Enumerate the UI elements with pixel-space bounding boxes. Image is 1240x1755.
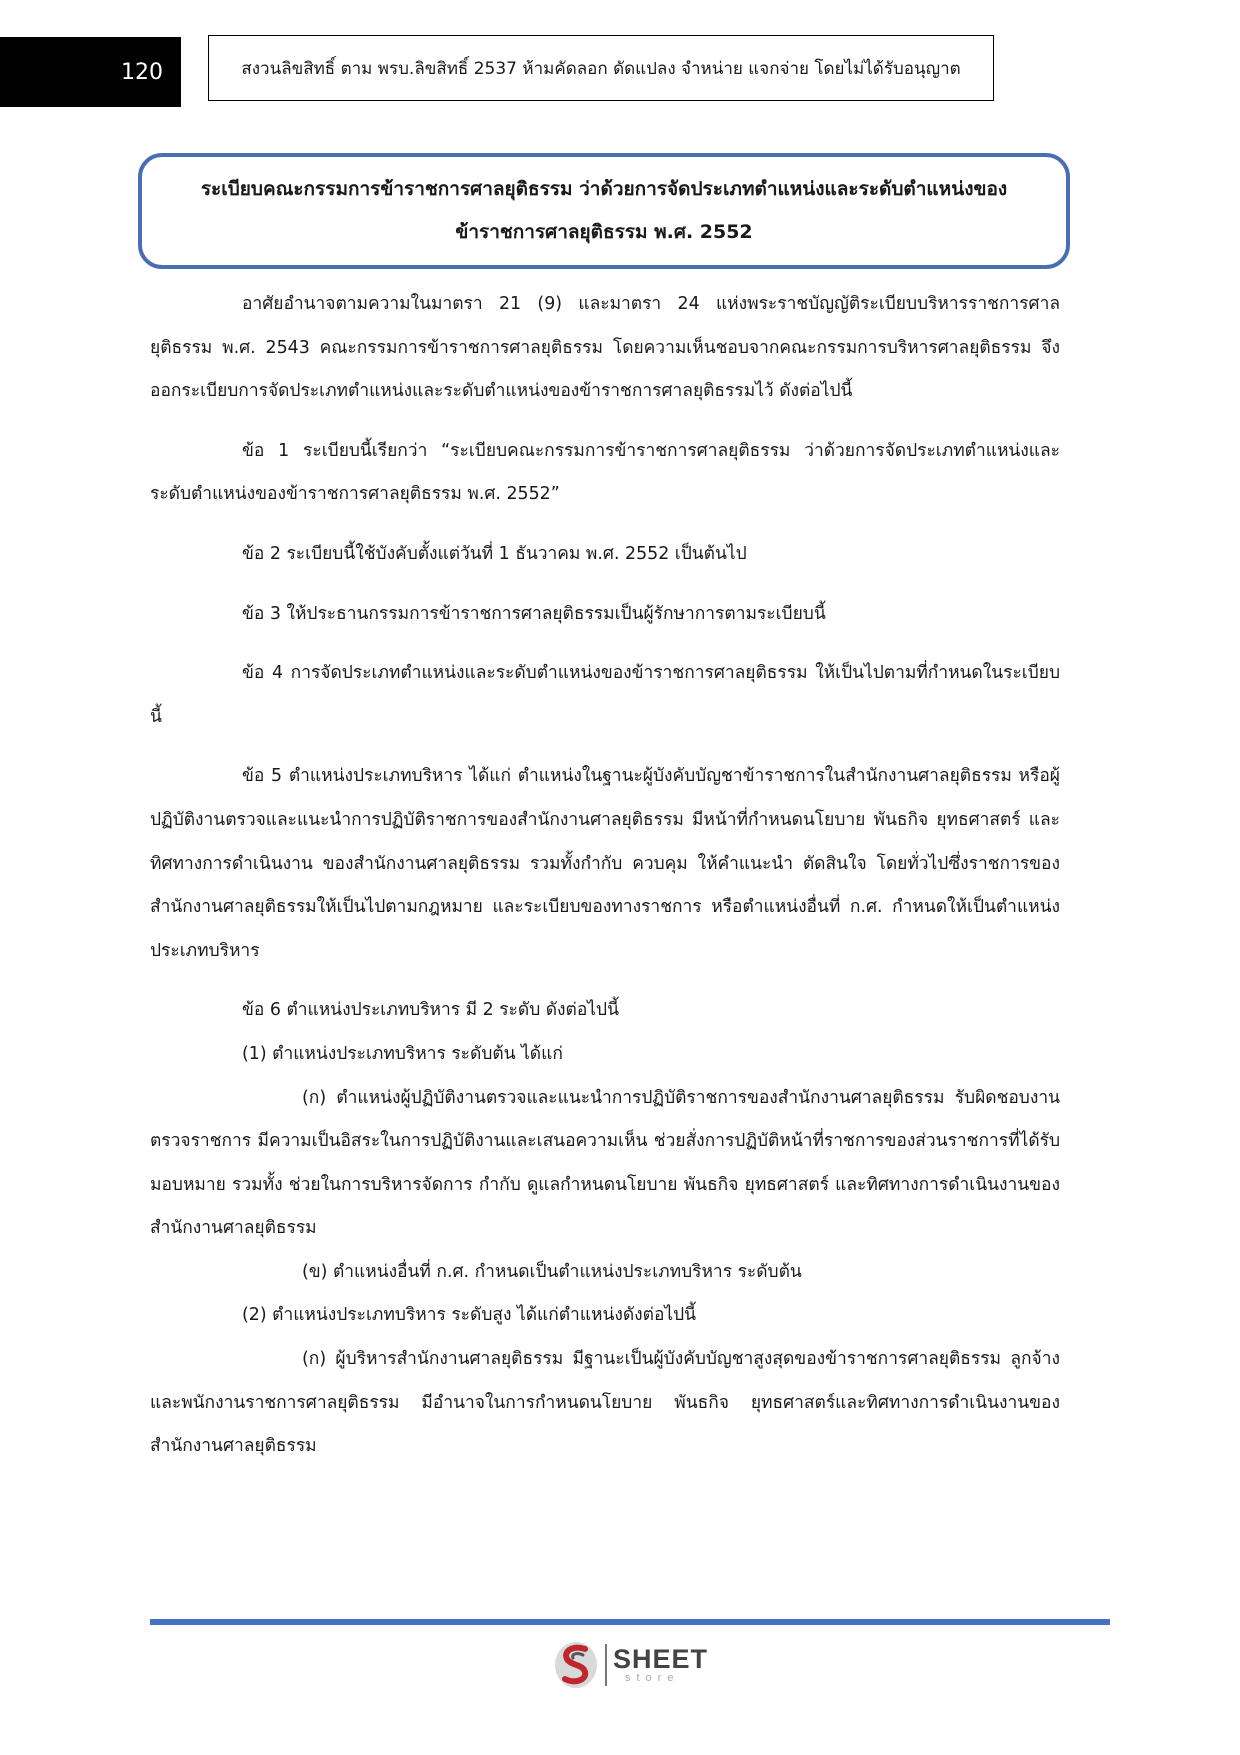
logo-sub-text: store (625, 1672, 680, 1684)
level-2-heading: (2) ตำแหน่งประเภทบริหาร ระดับสูง ได้แก่ตำแหน่งดังต่อไปนี้ (242, 1305, 697, 1326)
clause-3: ข้อ 3 ให้ประธานกรรมการข้าราชการศาลยุติธรรมเป็นผู้รักษาการตามระเบียบนี้ (242, 603, 826, 624)
preamble-paragraph: อาศัยอำนาจตามความในมาตรา 21 (9) และมาตรา 24 แห่งพระราชบัญญัติระเบียบบริหารราชการศาลยุติธรรม พ.ศ. 2543 คณะกรรมการข้าราชการศาลยุติธรรม โดยความเห็นชอบจากคณะกรรมการบริหารศาลยุติธรรม จึงออกระเบียบการจัดประเภทตำแหน่งและระดับตำแหน่งของข้าราชการศาลยุติธรรมไว้ ดังต่อไปนี้ (150, 294, 1060, 402)
logo-divider (605, 1644, 607, 1686)
title-line-1: ระเบียบคณะกรรมการข้าราชการศาลยุติธรรม ว่าด้วยการจัดประเภทตำแหน่งและระดับตำแหน่งของ (200, 178, 1008, 200)
clause-6: ข้อ 6 ตำแหน่งประเภทบริหาร มี 2 ระดับ ดังต่อไปนี้ (242, 1000, 619, 1021)
level-1-item-b: (ข) ตำแหน่งอื่นที่ ก.ศ. กำหนดเป็นตำแหน่งประเภทบริหาร ระดับต้น (302, 1261, 802, 1282)
title-line-2: ข้าราชการศาลยุติธรรม พ.ศ. 2552 (455, 221, 753, 243)
document-title (138, 153, 1070, 269)
logo-main-text: SHEET (613, 1644, 709, 1674)
copyright-text: สงวนลิขสิทธิ์ ตาม พรบ.ลิขสิทธิ์ 2537 ห้ามคัดลอก ดัดแปลง จำหน่าย แจกจ่าย โดยไม่ได้รับอนุญาต (241, 58, 961, 79)
level-2-item-a: (ก) ผู้บริหารสำนักงานศาลยุติธรรม มีฐานะเป็นผู้บังคับบัญชาสูงสุดของข้าราชการศาลยุติธรรม ลูกจ้าง และพนักงานราชการศาลยุติธรรม มีอำนาจในการกำหนดนโยบาย พันธกิจ ยุทธศาสตร์และทิศทางการดำเนินงานของสำนักงานศาลยุติธรรม (150, 1349, 1060, 1457)
clause-5: ข้อ 5 ตำแหน่งประเภทบริหาร ได้แก่ ตำแหน่งในฐานะผู้บังคับบัญชาข้าราชการในสำนักงานศาลยุติธรรม หรือผู้ปฏิบัติงานตรวจและแนะนำการปฏิบัติราชการของสำนักงานศาลยุติธรรม มีหน้าที่กำหนดนโยบาย พันธกิจ ยุทธศาสตร์ และทิศทางการดำเนินงาน ของสำนักงานศาลยุติธรรม รวมทั้งกำกับ ควบคุม ให้คำแนะนำ ตัดสินใจ โดยทั่วไปซึ่งราชการของสำนักงานศาลยุติธรรมให้เป็นไปตามกฎหมาย และระเบียบของทางราชการ หรือตำแหน่งอื่นที่ ก.ศ. กำหนดให้เป็นตำแหน่งประเภทบริหาร (150, 766, 1060, 961)
sheet-store-logo (553, 1637, 708, 1693)
clause-2: ข้อ 2 ระเบียบนี้ใช้บังคับตั้งแต่วันที่ 1 ธันวาคม พ.ศ. 2552 เป็นต้นไป (242, 543, 747, 564)
clause-4: ข้อ 4 การจัดประเภทตำแหน่งและระดับตำแหน่งของข้าราชการศาลยุติธรรม ให้เป็นไปตามที่กำหนดในระเบียบนี้ (150, 663, 1060, 727)
page-number (0, 37, 181, 107)
copyright-notice (208, 35, 994, 101)
clause-1: ข้อ 1 ระเบียบนี้เรียกว่า “ระเบียบคณะกรรมการข้าราชการศาลยุติธรรม ว่าด้วยการจัดประเภทตำแหน่งและระดับตำแหน่งของข้าราชการศาลยุติธรรม พ.ศ. 2552” (150, 440, 1060, 505)
logo-wordmark (613, 1646, 708, 1684)
footer-divider (150, 1619, 1110, 1625)
sheet-logo-icon (553, 1639, 599, 1691)
level-1-heading: (1) ตำแหน่งประเภทบริหาร ระดับต้น ได้แก่ (242, 1043, 563, 1064)
level-1-item-a: (ก) ตำแหน่งผู้ปฏิบัติงานตรวจและแนะนำการปฏิบัติราชการของสำนักงานศาลยุติธรรม รับผิดชอบงานตรวจราชการ มีความเป็นอิสระในการปฏิบัติงานและเสนอความเห็น ช่วยสั่งการปฏิบัติหน้าที่ราชการของส่วนราชการที่ได้รับมอบหมาย รวมทั้ง ช่วยในการบริหารจัดการ กำกับ ดูแลกำหนดนโยบาย พันธกิจ ยุทธศาสตร์ และทิศทางการดำเนินงานของสำนักงานศาลยุติธรรม (150, 1087, 1060, 1239)
page-number-text: 120 (121, 59, 163, 85)
document-body (150, 283, 1060, 1469)
